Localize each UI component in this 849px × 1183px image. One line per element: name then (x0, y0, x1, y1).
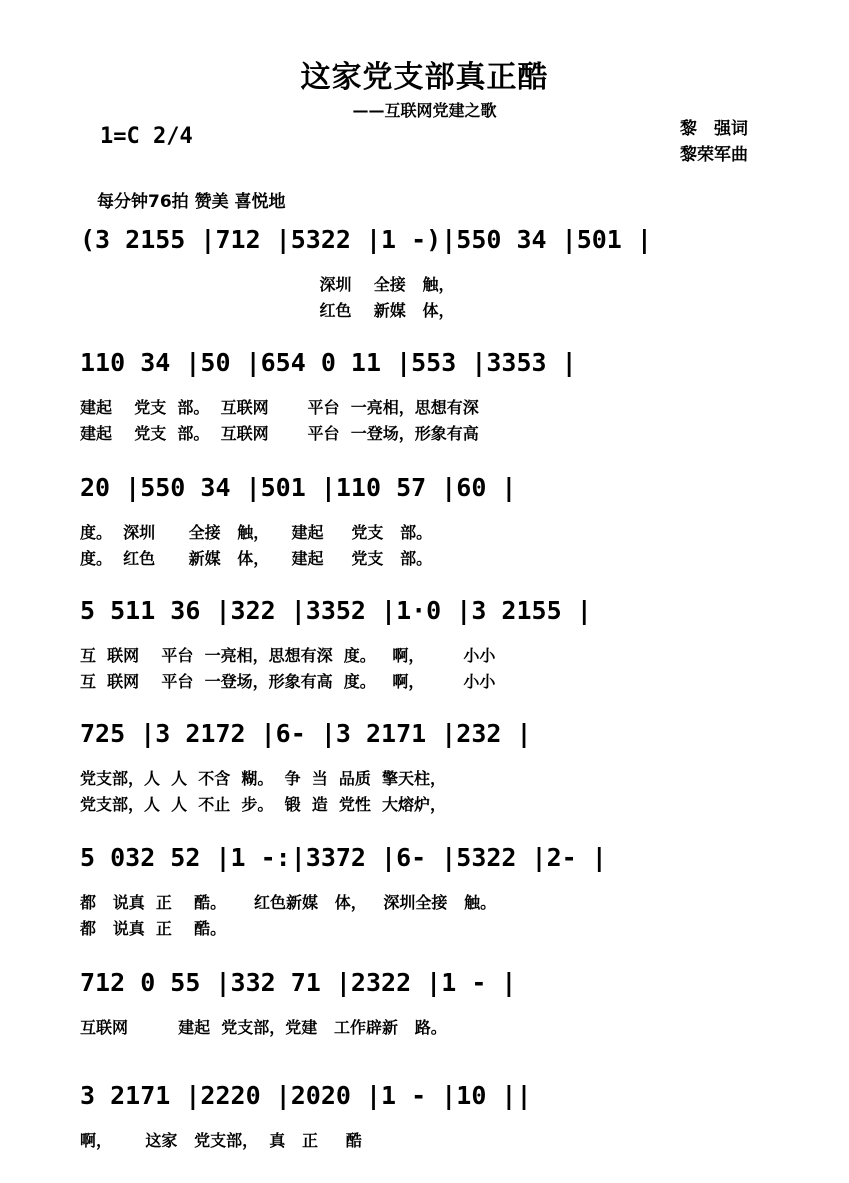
lyrics-verse-2: 都 说真 正 酷。 (80, 919, 227, 938)
lyrics-verse-1: 互 联网 平台 一亮相，思想有深 度。 啊， 小小 (80, 646, 496, 665)
lyrics-verse-1: 互联网 建起 党支部，党建 工作辟新 路。 (80, 1018, 447, 1037)
lyrics-verse-1: 党支部，人 人 不含 糊。 争 当 品质 擎天柱， (80, 769, 446, 788)
notation-row: (3 2155 |712 |5322 |1 -)|550 34 |501 | (80, 225, 652, 254)
notation-row: 725 |3 2172 |6- |3 2171 |232 | (80, 719, 532, 748)
lyrics-verse-1: 啊， 这家 党支部， 真 正 酷 (80, 1131, 362, 1150)
notation-row: 5 511 36 |322 |3352 |1·0 |3 2155 | (80, 596, 592, 625)
notation-row: 110 34 |50 |654 0 11 |553 |3353 | (80, 348, 577, 377)
song-title: 这家党支部真正酷 (300, 60, 549, 95)
key-signature: 1=C 2/4 (100, 124, 193, 149)
lyrics-verse-1: 都 说真 正 酷。 红色新媒 体， 深圳全接 触。 (80, 893, 497, 912)
lyrics-verse-2: 建起 党支 部。 互联网 平台 一登场，形象有高 (80, 424, 479, 443)
notation-row: 20 |550 34 |501 |110 57 |60 | (80, 473, 517, 502)
composer-credit: 黎荣军曲 (680, 145, 748, 165)
lyrics-verse-1: 度。 深圳 全接 触， 建起 党支 部。 (80, 523, 433, 542)
lyrics-verse-2: 度。 红色 新媒 体， 建起 党支 部。 (80, 549, 433, 568)
song-subtitle: ——互联网党建之歌 (352, 101, 497, 120)
lyrics-verse-2: 党支部，人 人 不止 步。 锻 造 党性 大熔炉， (80, 795, 446, 814)
lyrics-verse-1: 深圳 全接 触， (80, 275, 455, 294)
lyrics-verse-1: 建起 党支 部。 互联网 平台 一亮相，思想有深 (80, 398, 479, 417)
lyrics-verse-2: 红色 新媒 体， (80, 301, 455, 320)
notation-row: 5 032 52 |1 -:|3372 |6- |5322 |2- | (80, 843, 607, 872)
notation-row: 3 2171 |2220 |2020 |1 - |10 || (80, 1081, 532, 1110)
lyricist-credit: 黎 强词 (680, 119, 748, 139)
tempo-marking: 每分钟76拍 赞美 喜悦地 (97, 192, 286, 212)
notation-row: 712 0 55 |332 71 |2322 |1 - | (80, 968, 517, 997)
lyrics-verse-2: 互 联网 平台 一登场，形象有高 度。 啊， 小小 (80, 672, 496, 691)
